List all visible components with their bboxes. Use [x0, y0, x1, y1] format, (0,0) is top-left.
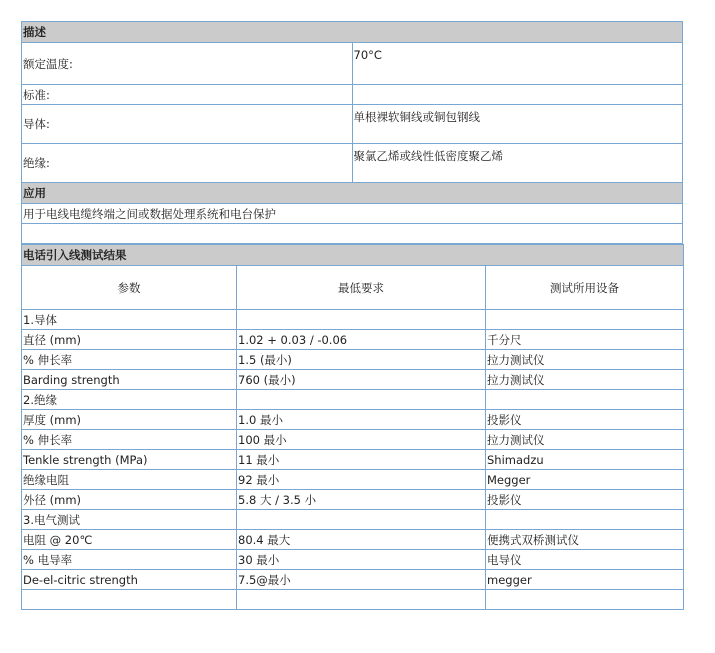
equipment-cell: 投影仪: [486, 410, 684, 430]
requirement-cell: [237, 310, 486, 330]
insulation-label: 绝缘:: [22, 144, 353, 183]
equipment-cell: Shimadzu: [486, 450, 684, 470]
column-header-parameter: 参数: [22, 266, 237, 310]
table-row: [22, 550, 684, 570]
equipment-cell: [486, 390, 684, 410]
equipment-cell: 电导仪: [486, 550, 684, 570]
requirement-cell: 5.8 大 / 3.5 小: [237, 490, 486, 510]
table-row: [22, 450, 684, 470]
standard-label: 标准:: [22, 85, 353, 105]
standard-value: [352, 85, 683, 105]
requirement-cell: 92 最小: [237, 470, 486, 490]
requirement-cell: 7.5@最小: [237, 570, 486, 590]
parameter-cell: Tenkle strength (MPa): [22, 450, 237, 470]
table-row: [22, 410, 684, 430]
table-row: [22, 490, 684, 510]
table-row: [22, 430, 684, 450]
results-body: [22, 310, 684, 610]
parameter-cell: % 伸长率: [22, 350, 237, 370]
table-row: [22, 310, 684, 330]
requirement-cell: 80.4 最大: [237, 530, 486, 550]
parameter-cell: % 伸长率: [22, 430, 237, 450]
column-header-requirement: 最低要求: [237, 266, 486, 310]
equipment-cell: 便携式双桥测试仪: [486, 530, 684, 550]
results-heading: 电话引入线测试结果: [22, 245, 684, 266]
parameter-cell: 厚度 (mm): [22, 410, 237, 430]
parameter-cell: 绝缘电阻: [22, 470, 237, 490]
equipment-cell: megger: [486, 570, 684, 590]
application-blank-row: [22, 224, 683, 244]
rated-temperature-value: 70°C: [352, 43, 683, 85]
insulation-value: 聚氯乙烯或线性低密度聚乙烯: [352, 144, 683, 183]
conductor-label: 导体:: [22, 105, 353, 144]
parameter-cell: De-el-citric strength: [22, 570, 237, 590]
application-heading: 应用: [22, 183, 683, 204]
equipment-cell: [486, 310, 684, 330]
table-row: [22, 570, 684, 590]
results-table: [21, 244, 684, 610]
column-header-equipment: 测试所用设备: [486, 266, 684, 310]
requirement-cell: 1.02 + 0.03 / -0.06: [237, 330, 486, 350]
equipment-cell: 投影仪: [486, 490, 684, 510]
table-row: [22, 350, 684, 370]
table-row: [22, 390, 684, 410]
requirement-cell: 760 (最小): [237, 370, 486, 390]
spec-sheet: [21, 21, 683, 610]
requirement-cell: 11 最小: [237, 450, 486, 470]
requirement-cell: 1.5 (最小): [237, 350, 486, 370]
rated-temperature-label: 额定温度:: [22, 43, 353, 85]
parameter-cell: 3.电气测试: [22, 510, 237, 530]
requirement-cell: 100 最小: [237, 430, 486, 450]
table-row: [22, 330, 684, 350]
equipment-cell: 拉力测试仪: [486, 350, 684, 370]
parameter-cell: [22, 590, 237, 610]
equipment-cell: 拉力测试仪: [486, 370, 684, 390]
parameter-cell: 2.绝缘: [22, 390, 237, 410]
parameter-cell: 直径 (mm): [22, 330, 237, 350]
table-row: [22, 530, 684, 550]
equipment-cell: [486, 510, 684, 530]
conductor-value: 单根裸软铜线或铜包钢线: [352, 105, 683, 144]
requirement-cell: [237, 390, 486, 410]
description-heading: 描述: [22, 22, 683, 43]
requirement-cell: [237, 590, 486, 610]
parameter-cell: 1.导体: [22, 310, 237, 330]
equipment-cell: 千分尺: [486, 330, 684, 350]
equipment-cell: 拉力测试仪: [486, 430, 684, 450]
table-row: [22, 370, 684, 390]
requirement-cell: [237, 510, 486, 530]
application-text: 用于电线电缆终端之间或数据处理系统和电台保护: [22, 204, 683, 224]
requirement-cell: 30 最小: [237, 550, 486, 570]
parameter-cell: % 电导率: [22, 550, 237, 570]
requirement-cell: 1.0 最小: [237, 410, 486, 430]
parameter-cell: Barding strength: [22, 370, 237, 390]
equipment-cell: [486, 590, 684, 610]
parameter-cell: 外径 (mm): [22, 490, 237, 510]
table-row: [22, 510, 684, 530]
equipment-cell: Megger: [486, 470, 684, 490]
description-table: [21, 21, 683, 244]
table-row: [22, 470, 684, 490]
parameter-cell: 电阻 @ 20℃: [22, 530, 237, 550]
table-row: [22, 590, 684, 610]
